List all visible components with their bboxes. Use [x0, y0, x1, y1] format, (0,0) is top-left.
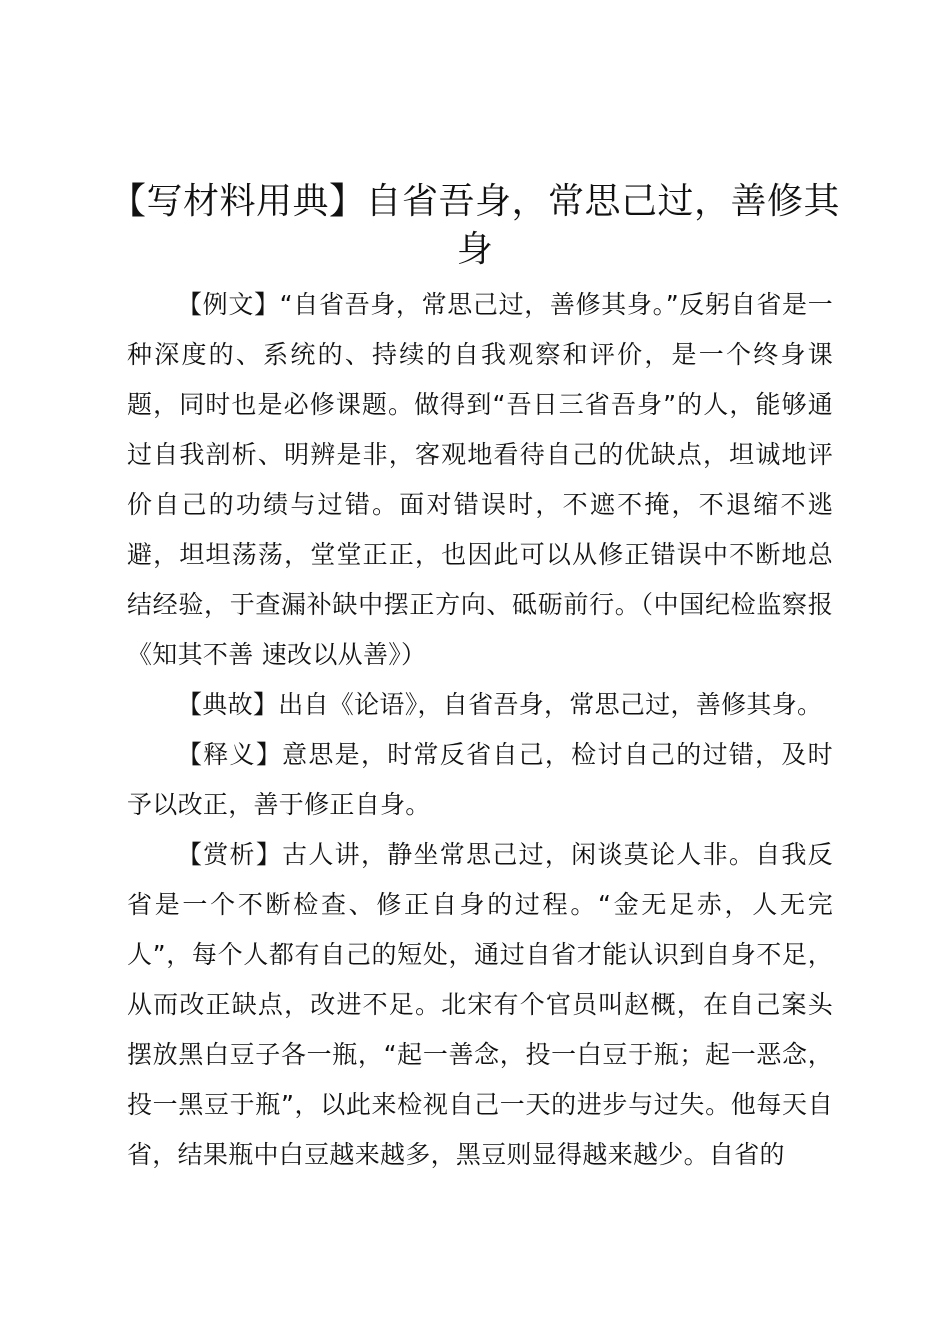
- document-title: 【写材料用典】自省吾身，常思己过，善修其身: [110, 181, 841, 270]
- paragraph-meaning: 【释义】意思是，时常反省自己，检讨自己的过错，及时予以改正，善于修正自身。: [127, 740, 833, 819]
- paragraph-allusion: 【典故】出自《论语》，自省吾身，常思己过，善修其身。: [177, 690, 823, 719]
- paragraph-appreciation: 【赏析】古人讲，静坐常思己过，闲谈莫论人非。自我反省是一个不断检查、修正自身的过程。“金无足赤，人无完人”，每个人都有自己的短处，通过自省才能认识到自身不足，从而改正缺点，改进不足。北宋有个官员叫赵概，在自己案头摆放黑白豆子各一瓶，“起一善念，投一白豆于瓶；起一恶念，投一黑豆于瓶”，以此来检视自己一天的进步与过失。他每天自省，结果瓶中白豆越来越多，黑豆则显得越来越少。自省的: [127, 840, 833, 1169]
- paragraph-example: 【例文】“自省吾身，常思己过，善修其身。”反躬自省是一种深度的、系统的、持续的自我观察和评价，是一个终身课题，同时也是必修课题。做得到“吾日三省吾身”的人，能够通过自我剖析、明辨是非，客观地看待自己的优缺点，坦诚地评价自己的功绩与过错。面对错误时，不遮不掩，不退缩不逃避，坦坦荡荡，堂堂正正，也因此可以从修正错误中不断地总结经验，于查漏补缺中摆正方向、砥砺前行。（中国纪检监察报《知其不善 速改以从善》）: [127, 290, 833, 669]
- document-body: [127, 280, 833, 1180]
